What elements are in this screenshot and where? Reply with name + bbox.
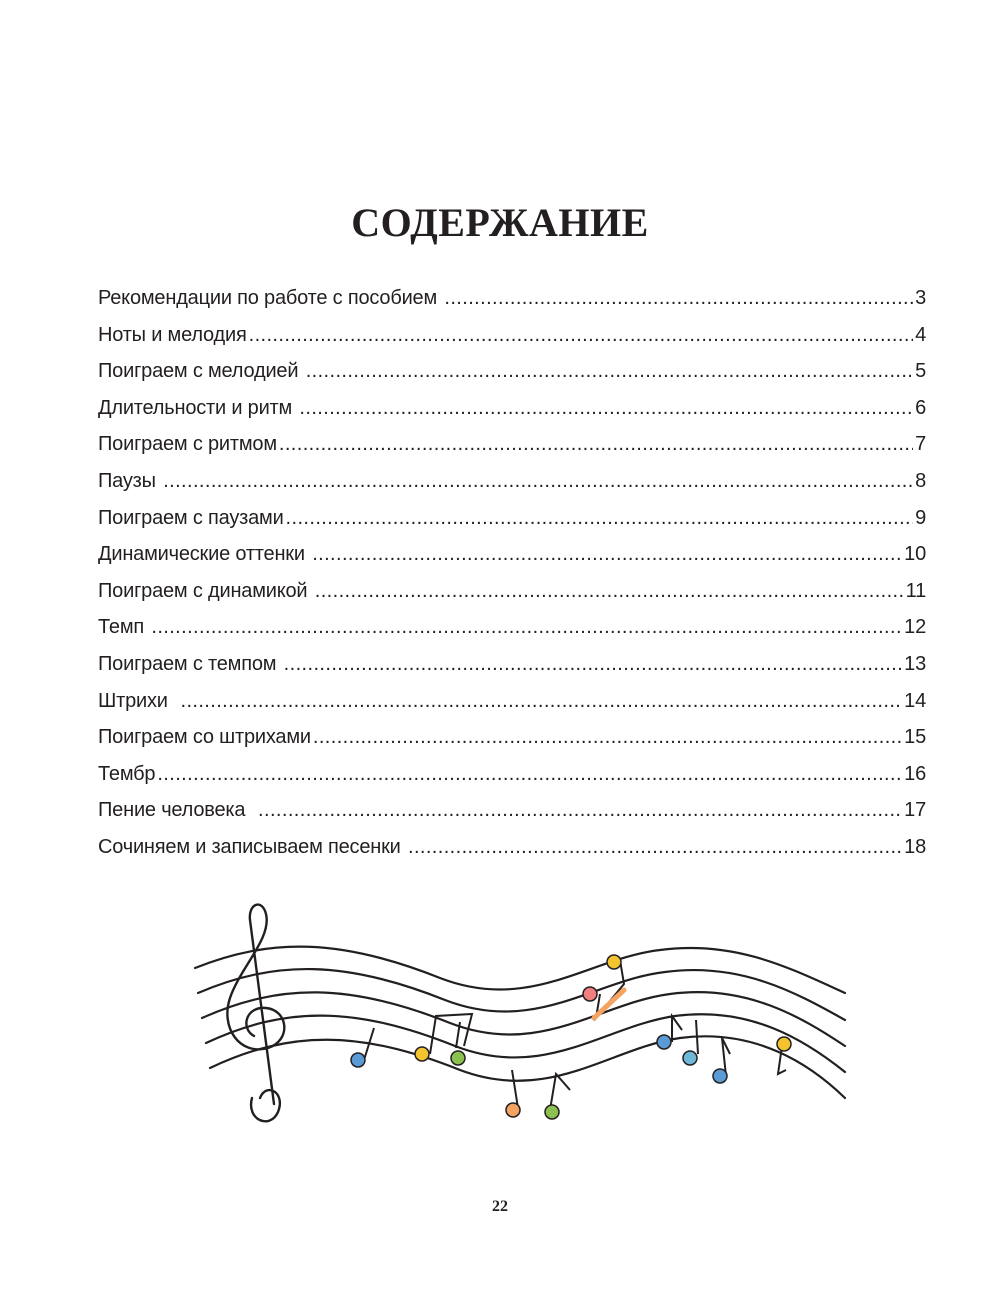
toc-entry-page: 11 xyxy=(905,579,926,602)
toc-entry-page: 5 xyxy=(915,360,926,383)
note-head xyxy=(351,1053,365,1067)
treble-clef-icon xyxy=(227,905,284,1122)
staff-line-5 xyxy=(210,1036,845,1098)
toc-entry-label: Штрихи xyxy=(98,689,179,712)
toc-dot-leader xyxy=(306,353,913,389)
page-title: СОДЕРЖАНИЕ xyxy=(351,200,649,245)
note-head xyxy=(415,1047,429,1061)
toc-entry xyxy=(98,463,926,500)
toc-dot-leader xyxy=(315,573,904,609)
toc-entry xyxy=(98,280,926,317)
toc-entry xyxy=(98,609,926,646)
toc-entry xyxy=(98,683,926,720)
toc-dot-leader xyxy=(444,280,913,316)
toc-entry-label: Поиграем с паузами xyxy=(98,506,284,529)
toc-entry-page: 7 xyxy=(915,433,926,456)
toc-entry xyxy=(98,829,926,866)
note-head xyxy=(451,1051,465,1065)
toc-entry-label: Поиграем с динамикой xyxy=(98,579,313,602)
toc-entry-label: Длительности и ритм xyxy=(98,396,298,419)
toc-entry-page: 18 xyxy=(904,835,926,858)
toc-entry-label: Поиграем с ритмом xyxy=(98,433,277,456)
toc-entry-page: 15 xyxy=(904,726,926,749)
toc-dot-leader xyxy=(258,792,902,828)
toc-entry-page: 10 xyxy=(904,543,926,566)
toc-entry-label: Сочиняем и записываем песенки xyxy=(98,835,406,858)
page-number: 22 xyxy=(492,1198,508,1215)
toc-entry-label: Паузы xyxy=(98,469,162,492)
music-staff-illustration xyxy=(190,898,850,1148)
toc-dot-leader xyxy=(408,829,902,865)
toc-entry xyxy=(98,536,926,573)
toc-entry xyxy=(98,353,926,390)
toc-dot-leader xyxy=(151,609,902,645)
toc-entry-label: Пение человека xyxy=(98,799,257,822)
staff-line-4 xyxy=(206,1014,845,1072)
staff-lines xyxy=(195,947,845,1098)
note-head xyxy=(777,1037,791,1051)
toc-entry xyxy=(98,792,926,829)
toc-dot-leader xyxy=(313,719,902,755)
toc-dot-leader xyxy=(284,646,902,682)
toc-entry xyxy=(98,646,926,683)
toc-dot-leader xyxy=(180,683,902,719)
toc-dot-leader xyxy=(249,317,913,353)
toc-dot-leader xyxy=(157,756,902,792)
toc-entry-page: 3 xyxy=(915,287,926,309)
toc-entry-label: Поиграем со штрихами xyxy=(98,726,311,749)
toc-entry-page: 12 xyxy=(904,616,926,639)
toc-entry xyxy=(98,500,926,537)
toc-dot-leader xyxy=(279,426,913,462)
toc-entry xyxy=(98,426,926,463)
toc-dot-leader xyxy=(286,500,914,536)
toc-entry-label: Динамические оттенки xyxy=(98,543,311,566)
toc-entry-label: Рекомендации по работе с пособием xyxy=(98,287,443,309)
note-head xyxy=(583,987,597,1001)
toc-entry-label: Темп xyxy=(98,616,150,639)
toc-entry-page: 4 xyxy=(915,323,926,346)
toc-entry xyxy=(98,317,926,354)
table-of-contents xyxy=(98,280,926,866)
toc-entry-page: 9 xyxy=(915,506,926,529)
toc-entry-page: 8 xyxy=(915,469,926,492)
toc-entry-page: 13 xyxy=(904,652,926,675)
note-head xyxy=(713,1069,727,1083)
note-head xyxy=(683,1051,697,1065)
toc-entry-page: 6 xyxy=(915,396,926,419)
toc-entry-page: 17 xyxy=(904,799,926,822)
toc-entry xyxy=(98,719,926,756)
toc-dot-leader xyxy=(299,390,913,426)
toc-entry xyxy=(98,756,926,793)
toc-dot-leader xyxy=(312,536,902,572)
toc-entry-page: 16 xyxy=(904,762,926,785)
note-head xyxy=(545,1105,559,1119)
note-stem xyxy=(430,1014,472,1054)
note-head xyxy=(607,955,621,969)
toc-entry xyxy=(98,390,926,427)
note-head xyxy=(657,1035,671,1049)
note-head xyxy=(506,1103,520,1117)
toc-dot-leader xyxy=(163,463,913,499)
toc-entry-page: 14 xyxy=(904,689,926,712)
staff-line-2 xyxy=(198,969,845,1020)
toc-entry-label: Тембр xyxy=(98,762,156,785)
note-stem xyxy=(696,1020,698,1054)
toc-entry xyxy=(98,573,926,610)
toc-entry-label: Поиграем с мелодией xyxy=(98,360,304,383)
toc-entry-label: Ноты и мелодия xyxy=(98,323,247,346)
toc-entry-label: Поиграем с темпом xyxy=(98,652,282,675)
